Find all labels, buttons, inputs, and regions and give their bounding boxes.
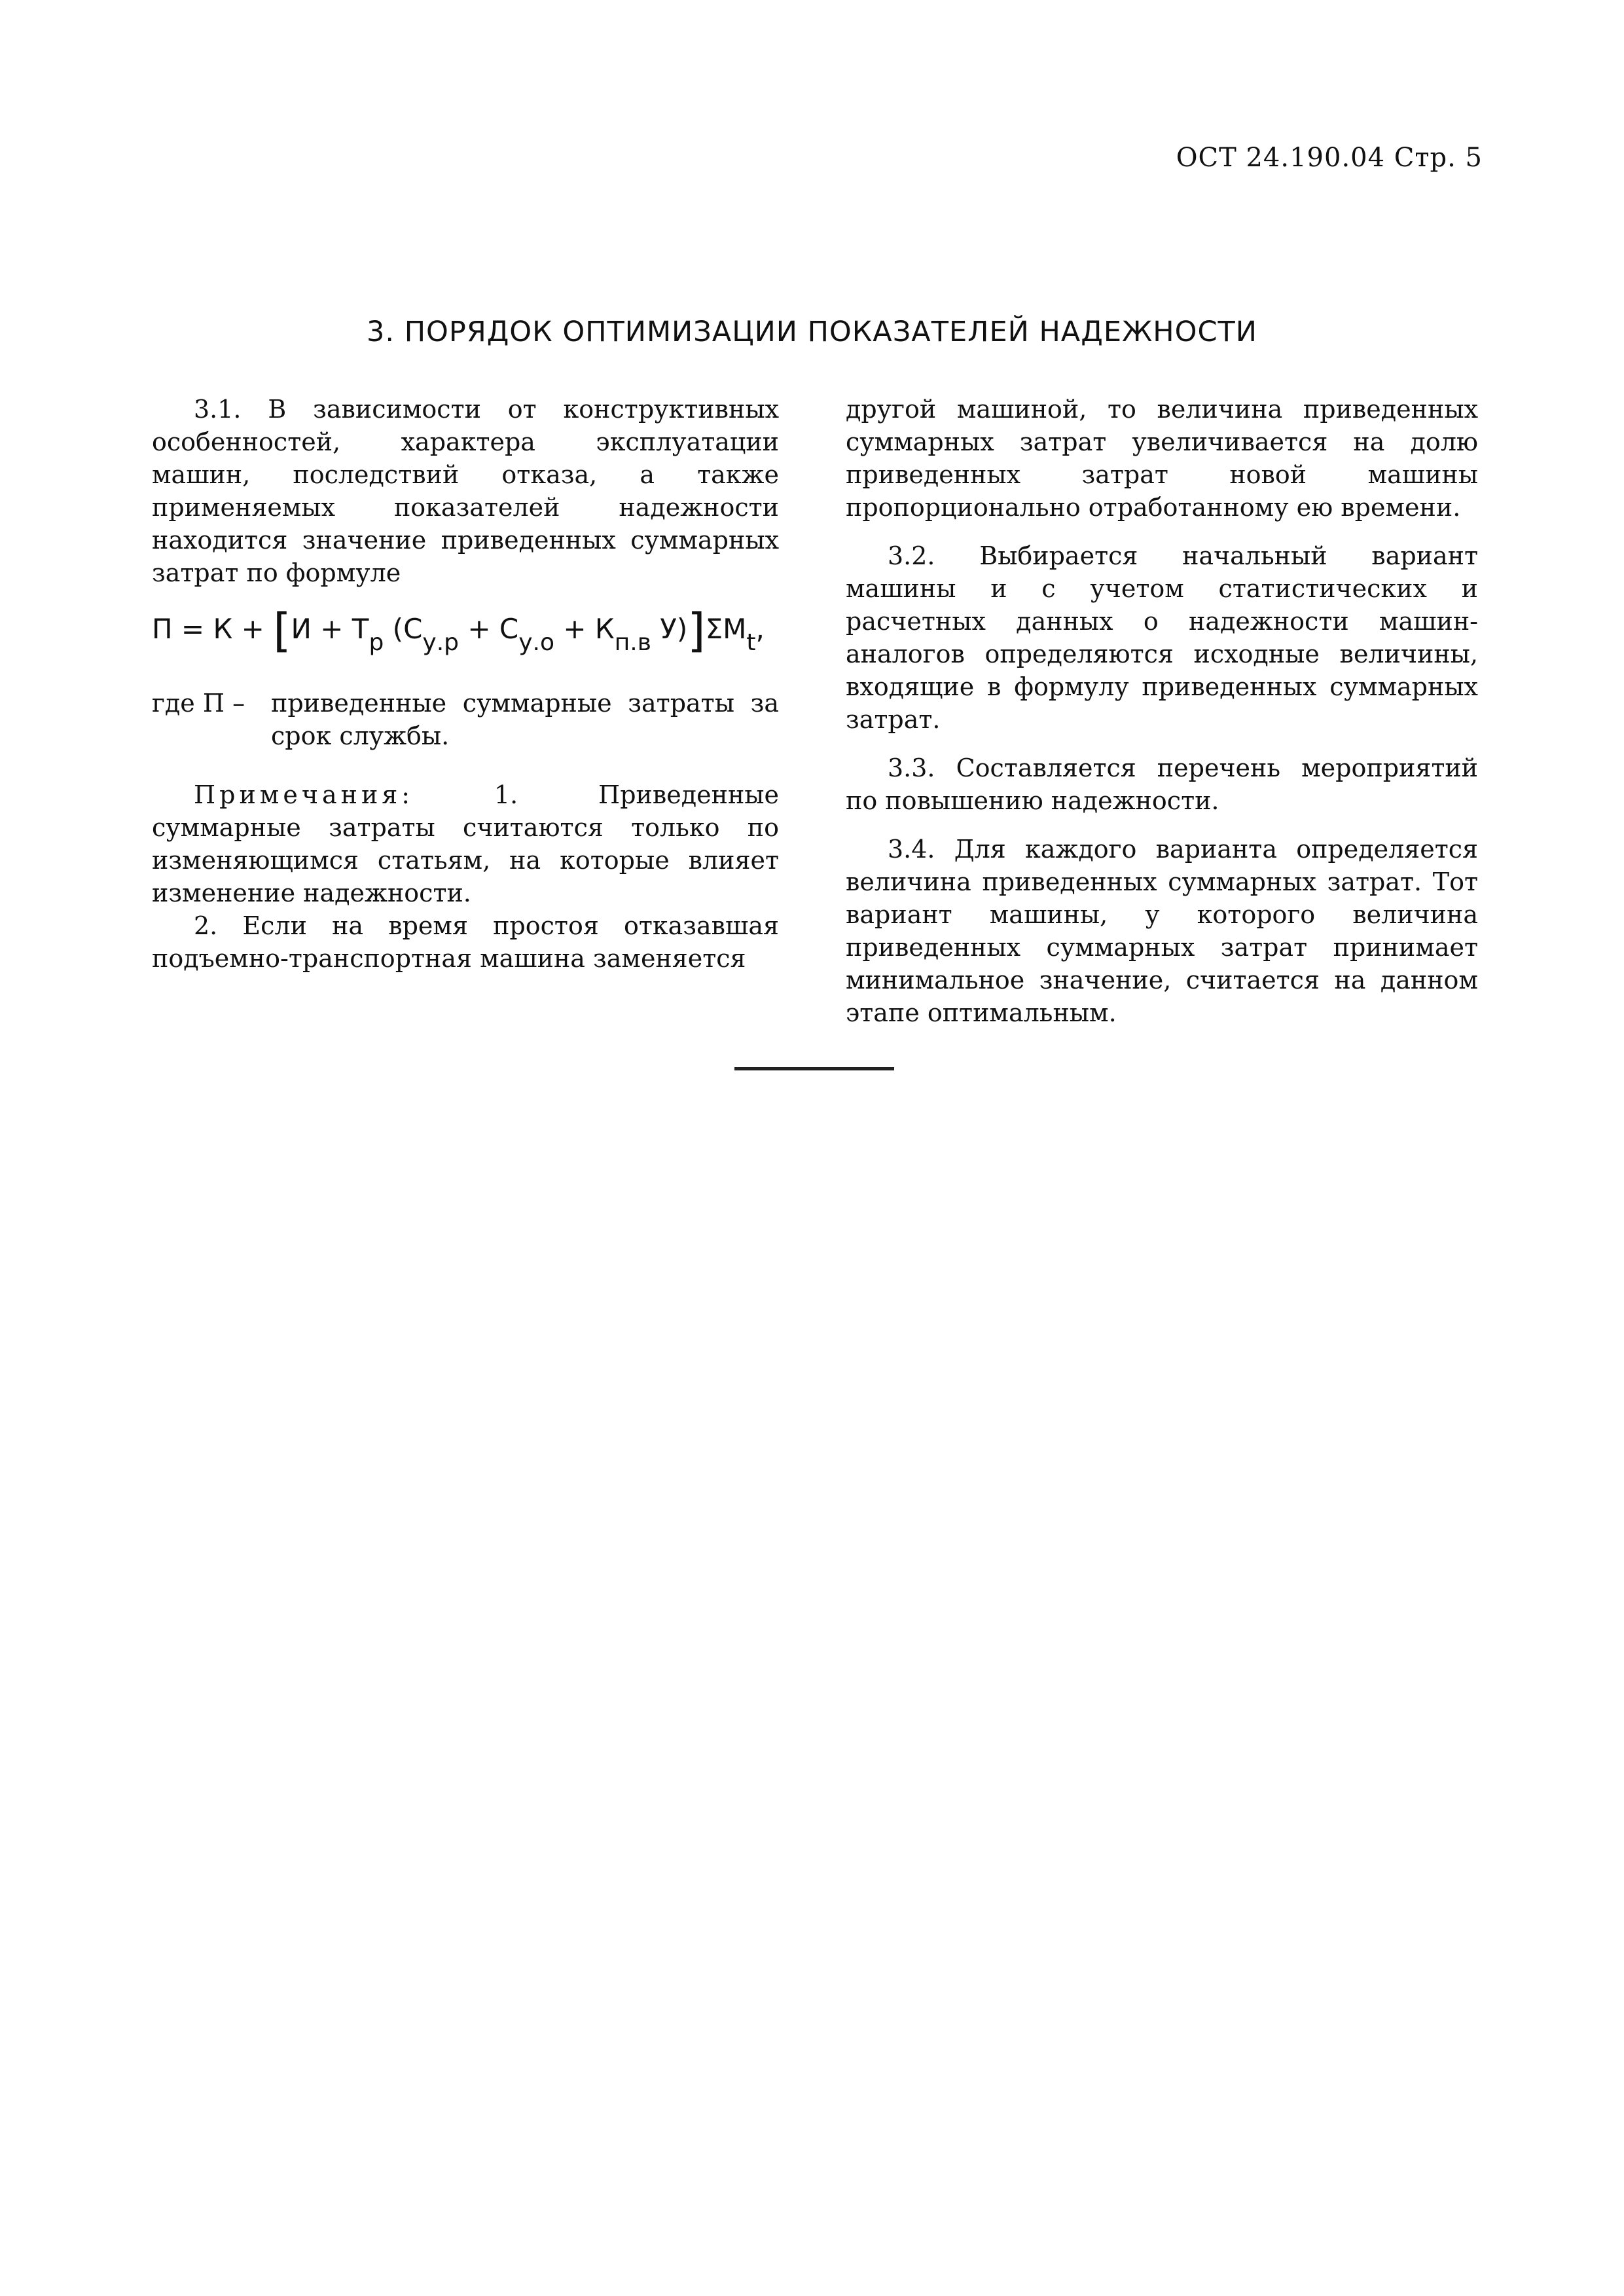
where-definition — [152, 687, 779, 752]
paragraph-3-1: 3.1. В зависимости от конструктивных особенностей, характера эксплуатации машин, последствий отказа, а также применяемых показателей надежности находится значение приведенных суммарных затрат по формуле — [152, 395, 779, 587]
cost-formula — [152, 604, 779, 659]
formula-open: (С — [384, 613, 423, 645]
page-header: ОСТ 24.190.04 Стр. 5 — [1176, 143, 1483, 173]
left-column — [152, 393, 779, 991]
formula-comma: , — [755, 613, 765, 645]
paragraph-3-2: 3.2. Выбирается начальный вариант машины и с учетом статистических и расчетных данных о надежности машин-аналогов определяются исходные величины, входящие в формулу приведенных суммарных затрат. — [846, 541, 1478, 734]
formula-sub-yp: у.р — [422, 629, 459, 656]
formula-plus2: + К — [554, 613, 615, 645]
note-1 — [152, 778, 779, 909]
formula-sum: ΣM — [705, 613, 747, 645]
formula-lhs: П = К + — [152, 613, 274, 645]
formula-y: У) — [651, 613, 688, 645]
formula-sub-t: t — [746, 629, 756, 656]
formula-sub-yo: у.о — [518, 629, 554, 656]
note-2-left: 2. Если на время простоя отказавшая подъемно-транспортная машина заменяется — [152, 911, 779, 973]
where-text: приведенные суммарные затраты за срок службы. — [271, 689, 779, 750]
formula-sub-p: р — [369, 629, 384, 656]
paragraph-3-3: 3.3. Составляется перечень мероприятий по повышению надежности. — [846, 754, 1478, 815]
paragraph-3-4: 3.4. Для каждого варианта определяется величина приведенных суммарных затрат. Тот вариант машины, у которого величина приведенных суммарных затрат принимает минимальное значение, считается на данном этапе оптимальным. — [846, 835, 1478, 1027]
note-1-text: 1. Приведенные суммарные затраты считаются только по изменяющимся статьям, на которые влияет изменение надежности. — [152, 780, 779, 907]
notes-label: Примечания: — [194, 780, 414, 809]
section-title: 3. ПОРЯДОК ОПТИМИЗАЦИИ ПОКАЗАТЕЛЕЙ НАДЕЖНОСТИ — [367, 316, 1257, 348]
formula-plus1: + С — [459, 613, 519, 645]
formula-right-bracket: ] — [687, 604, 706, 657]
right-column — [846, 393, 1478, 1045]
end-rule — [734, 1067, 894, 1070]
formula-sub-pv: п.в — [614, 629, 651, 656]
formula-i: И + Т — [291, 613, 369, 645]
note-2-right: другой машиной, то величина приведенных суммарных затрат увеличивается на долю приведенных затрат новой машины пропорционально отработанному ею времени. — [846, 395, 1478, 522]
where-label: где П – — [152, 689, 245, 718]
formula-left-bracket: [ — [273, 604, 291, 657]
